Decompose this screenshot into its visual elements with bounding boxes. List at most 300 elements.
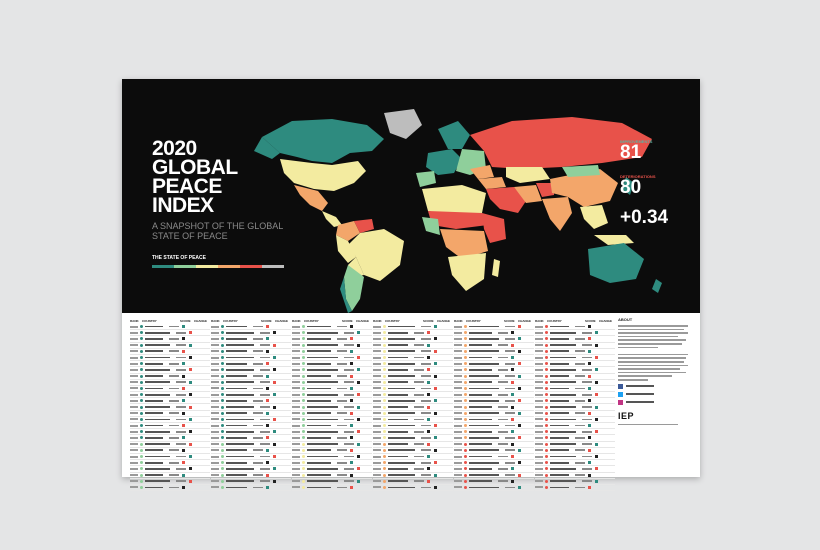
- country-cell: [469, 350, 499, 352]
- change-indicator: [266, 375, 269, 378]
- table-row: [211, 485, 291, 491]
- change-indicator: [266, 486, 269, 489]
- country-cell: [307, 394, 338, 396]
- peace-level-dot: [140, 424, 143, 427]
- score-cell: [344, 394, 354, 396]
- header-change: CHANGE: [599, 318, 613, 323]
- peace-level-dot: [545, 474, 548, 477]
- country-cell: [388, 369, 408, 371]
- peace-level-dot: [221, 406, 224, 409]
- rank-cell: [292, 418, 300, 420]
- country-cell: [469, 381, 492, 383]
- map-iberia: [416, 171, 436, 187]
- peace-level-dot: [545, 325, 548, 328]
- about-text-line: [618, 368, 680, 370]
- change-indicator: [518, 375, 521, 378]
- rank-cell: [130, 338, 138, 340]
- rank-cell: [535, 369, 543, 371]
- peace-level-dot: [383, 443, 386, 446]
- change-indicator: [189, 430, 192, 433]
- country-cell: [145, 419, 170, 421]
- rank-cell: [373, 363, 381, 365]
- score-cell: [582, 419, 592, 421]
- social-link[interactable]: [618, 392, 692, 397]
- change-indicator: [350, 387, 353, 390]
- legend-item: [218, 265, 240, 270]
- peace-level-dot: [221, 331, 224, 334]
- change-indicator: [182, 449, 185, 452]
- map-australia: [588, 243, 644, 283]
- rank-cell: [292, 462, 300, 464]
- map-southern-africa: [448, 253, 486, 291]
- header-change: CHANGE: [356, 318, 370, 323]
- change-indicator: [511, 331, 514, 334]
- about-text-line: [618, 329, 684, 331]
- peace-level-dot: [140, 443, 143, 446]
- stat-improvements-value: 81: [620, 142, 642, 163]
- peace-level-dot: [302, 325, 305, 328]
- country-cell: [469, 332, 492, 334]
- peace-level-dot: [545, 461, 548, 464]
- change-indicator: [434, 412, 437, 415]
- change-indicator: [511, 480, 514, 483]
- change-indicator: [427, 406, 430, 409]
- change-indicator: [595, 356, 598, 359]
- score-cell: [505, 350, 515, 352]
- rank-cell: [454, 418, 462, 420]
- peace-level-dot: [140, 406, 143, 409]
- rank-cell: [535, 474, 543, 476]
- rank-cell: [292, 406, 300, 408]
- country-cell: [307, 462, 331, 464]
- peace-level-dot: [545, 480, 548, 483]
- score-cell: [253, 437, 263, 439]
- peace-level-dot: [302, 399, 305, 402]
- peace-level-dot: [464, 474, 467, 477]
- rank-cell: [211, 381, 219, 383]
- social-links: [618, 384, 692, 405]
- ranking-column: [292, 317, 372, 491]
- change-indicator: [595, 393, 598, 396]
- country-cell: [388, 338, 415, 340]
- rank-cell: [454, 357, 462, 359]
- change-indicator: [427, 430, 430, 433]
- rank-cell: [292, 350, 300, 352]
- score-cell: [344, 468, 354, 470]
- stats-panel: [620, 139, 686, 239]
- rank-cell: [454, 486, 462, 488]
- country-cell: [550, 437, 569, 439]
- country-cell: [145, 363, 163, 365]
- change-indicator: [273, 368, 276, 371]
- about-text: [618, 325, 692, 381]
- country-cell: [388, 462, 415, 464]
- change-indicator: [427, 344, 430, 347]
- change-indicator: [350, 350, 353, 353]
- peace-level-dot: [464, 436, 467, 439]
- peace-level-dot: [383, 474, 386, 477]
- rank-cell: [373, 338, 381, 340]
- peace-level-dot: [221, 399, 224, 402]
- score-cell: [505, 388, 515, 390]
- country-cell: [226, 419, 254, 421]
- score-cell: [337, 338, 347, 340]
- rank-cell: [292, 431, 300, 433]
- country-cell: [469, 363, 499, 365]
- rank-cell: [454, 425, 462, 427]
- peace-level-dot: [221, 424, 224, 427]
- rank-cell: [292, 486, 300, 488]
- peace-level-dot: [383, 424, 386, 427]
- change-indicator: [357, 443, 360, 446]
- peace-level-dot: [302, 424, 305, 427]
- rank-cell: [211, 474, 219, 476]
- legend-item: [240, 265, 262, 270]
- social-link[interactable]: [618, 384, 692, 389]
- country-cell: [145, 332, 170, 334]
- peace-level-dot: [383, 449, 386, 452]
- change-indicator: [511, 455, 514, 458]
- country-cell: [469, 462, 499, 464]
- score-cell: [421, 326, 431, 328]
- change-indicator: [182, 399, 185, 402]
- change-indicator: [518, 424, 521, 427]
- score-cell: [498, 468, 508, 470]
- score-cell: [344, 357, 354, 359]
- country-cell: [226, 468, 254, 470]
- score-cell: [337, 487, 347, 489]
- change-indicator: [273, 393, 276, 396]
- change-indicator: [518, 474, 521, 477]
- header-change: CHANGE: [518, 318, 532, 323]
- change-indicator: [182, 424, 185, 427]
- score-cell: [414, 394, 424, 396]
- rank-cell: [373, 431, 381, 433]
- rank-cell: [211, 344, 219, 346]
- change-indicator: [518, 350, 521, 353]
- change-indicator: [357, 356, 360, 359]
- about-text-line: [618, 336, 678, 338]
- change-indicator: [273, 430, 276, 433]
- peace-level-dot: [140, 430, 143, 433]
- peace-level-dot: [221, 486, 224, 489]
- score-cell: [169, 437, 179, 439]
- score-cell: [169, 338, 179, 340]
- score-cell: [337, 363, 347, 365]
- change-indicator: [511, 418, 514, 421]
- peace-level-dot: [383, 467, 386, 470]
- legend-item: [262, 265, 284, 270]
- rank-cell: [454, 400, 462, 402]
- change-indicator: [511, 430, 514, 433]
- country-cell: [550, 363, 569, 365]
- rank-cell: [130, 363, 138, 365]
- legend-swatch: [196, 265, 218, 268]
- change-indicator: [266, 461, 269, 464]
- change-indicator: [350, 337, 353, 340]
- country-cell: [226, 425, 247, 427]
- score-cell: [498, 369, 508, 371]
- country-cell: [550, 425, 569, 427]
- change-indicator: [588, 449, 591, 452]
- country-cell: [469, 400, 499, 402]
- country-cell: [307, 332, 338, 334]
- score-cell: [421, 412, 431, 414]
- score-cell: [421, 350, 431, 352]
- country-cell: [550, 474, 569, 476]
- header-score: SCORE: [261, 318, 272, 323]
- country-cell: [226, 338, 247, 340]
- rank-cell: [130, 437, 138, 439]
- peace-level-dot: [464, 480, 467, 483]
- country-cell: [469, 344, 492, 346]
- legend-swatch: [174, 265, 196, 268]
- change-indicator: [350, 375, 353, 378]
- rank-cell: [454, 462, 462, 464]
- score-cell: [337, 400, 347, 402]
- change-indicator: [434, 436, 437, 439]
- header-country: COUNTRY: [547, 318, 562, 323]
- peace-level-dot: [140, 455, 143, 458]
- header-country: COUNTRY: [466, 318, 481, 323]
- country-cell: [469, 326, 499, 328]
- rank-cell: [454, 456, 462, 458]
- country-cell: [226, 369, 254, 371]
- score-cell: [505, 326, 515, 328]
- rank-cell: [373, 381, 381, 383]
- country-cell: [307, 350, 331, 352]
- rank-cell: [373, 468, 381, 470]
- country-cell: [388, 487, 415, 489]
- rank-cell: [211, 406, 219, 408]
- about-text-line: [618, 361, 684, 363]
- country-cell: [145, 338, 163, 340]
- change-indicator: [588, 461, 591, 464]
- change-indicator: [357, 344, 360, 347]
- score-cell: [253, 474, 263, 476]
- rank-cell: [535, 425, 543, 427]
- country-cell: [388, 437, 415, 439]
- header-score: SCORE: [423, 318, 434, 323]
- score-cell: [582, 480, 592, 482]
- score-cell: [337, 412, 347, 414]
- country-cell: [469, 474, 499, 476]
- score-cell: [582, 332, 592, 334]
- country-cell: [388, 375, 415, 377]
- stat-improvements: [620, 139, 686, 166]
- change-indicator: [182, 486, 185, 489]
- peace-level-dot: [140, 375, 143, 378]
- peace-level-dot: [221, 430, 224, 433]
- header-country: COUNTRY: [385, 318, 400, 323]
- country-cell: [145, 388, 163, 390]
- country-cell: [307, 474, 331, 476]
- score-cell: [344, 443, 354, 445]
- peace-level-dot: [545, 356, 548, 359]
- rank-cell: [454, 381, 462, 383]
- peace-level-dot: [383, 393, 386, 396]
- rank-cell: [373, 400, 381, 402]
- rank-cell: [211, 332, 219, 334]
- rank-cell: [373, 474, 381, 476]
- map-scandinavia: [438, 121, 470, 149]
- peace-level-dot: [545, 406, 548, 409]
- score-cell: [344, 406, 354, 408]
- country-cell: [307, 480, 338, 482]
- country-cell: [226, 381, 254, 383]
- score-cell: [498, 443, 508, 445]
- change-indicator: [189, 393, 192, 396]
- change-indicator: [595, 418, 598, 421]
- score-cell: [253, 350, 263, 352]
- rank-cell: [211, 400, 219, 402]
- rank-cell: [130, 474, 138, 476]
- rank-cell: [130, 332, 138, 334]
- change-indicator: [427, 480, 430, 483]
- peace-level-dot: [383, 430, 386, 433]
- rank-cell: [211, 387, 219, 389]
- score-cell: [421, 388, 431, 390]
- rank-cell: [211, 418, 219, 420]
- peace-level-dot: [140, 362, 143, 365]
- title-line-index: INDEX: [152, 194, 214, 217]
- change-indicator: [427, 418, 430, 421]
- country-cell: [307, 468, 338, 470]
- peace-level-dot: [140, 393, 143, 396]
- legend-title: THE STATE OF PEACE: [152, 255, 206, 261]
- rank-cell: [535, 375, 543, 377]
- score-cell: [260, 357, 270, 359]
- country-cell: [145, 480, 170, 482]
- change-indicator: [511, 381, 514, 384]
- country-cell: [388, 394, 408, 396]
- change-indicator: [434, 337, 437, 340]
- rank-cell: [535, 431, 543, 433]
- score-cell: [169, 326, 179, 328]
- score-cell: [176, 406, 186, 408]
- change-indicator: [588, 337, 591, 340]
- about-text-line: [618, 325, 688, 327]
- score-cell: [421, 425, 431, 427]
- score-cell: [582, 456, 592, 458]
- country-cell: [469, 357, 492, 359]
- rank-cell: [454, 363, 462, 365]
- header-rank: RANK: [130, 318, 139, 323]
- score-cell: [498, 480, 508, 482]
- peace-level-dot: [221, 474, 224, 477]
- score-cell: [176, 468, 186, 470]
- country-cell: [226, 400, 247, 402]
- score-cell: [505, 363, 515, 365]
- change-indicator: [189, 368, 192, 371]
- peace-level-dot: [545, 375, 548, 378]
- rankings-table: [122, 317, 700, 477]
- change-indicator: [434, 387, 437, 390]
- score-cell: [176, 332, 186, 334]
- change-indicator: [434, 474, 437, 477]
- score-cell: [582, 468, 592, 470]
- title-line-peace: PEACE: [152, 175, 222, 198]
- country-cell: [145, 468, 170, 470]
- country-cell: [307, 406, 338, 408]
- change-indicator: [588, 424, 591, 427]
- rank-cell: [373, 375, 381, 377]
- country-cell: [145, 456, 170, 458]
- country-cell: [226, 487, 247, 489]
- country-cell: [145, 394, 170, 396]
- change-indicator: [189, 356, 192, 359]
- country-cell: [145, 326, 163, 328]
- score-cell: [582, 443, 592, 445]
- score-cell: [337, 425, 347, 427]
- change-indicator: [595, 480, 598, 483]
- rank-cell: [292, 381, 300, 383]
- stat-average-change-value: +0.34: [620, 207, 669, 228]
- score-cell: [421, 400, 431, 402]
- rank-cell: [373, 406, 381, 408]
- rank-cell: [211, 425, 219, 427]
- peace-level-dot: [140, 412, 143, 415]
- score-cell: [582, 369, 592, 371]
- country-cell: [388, 400, 415, 402]
- score-cell: [575, 375, 585, 377]
- rank-cell: [454, 468, 462, 470]
- rank-cell: [292, 326, 300, 328]
- country-cell: [307, 375, 331, 377]
- rank-cell: [454, 369, 462, 371]
- country-cell: [388, 419, 408, 421]
- rank-cell: [211, 363, 219, 365]
- legend-swatch: [240, 265, 262, 268]
- peace-level-dot: [221, 461, 224, 464]
- score-cell: [176, 357, 186, 359]
- change-indicator: [595, 467, 598, 470]
- rank-cell: [130, 443, 138, 445]
- country-cell: [469, 338, 499, 340]
- rank-cell: [535, 468, 543, 470]
- score-cell: [344, 480, 354, 482]
- score-cell: [575, 437, 585, 439]
- rank-cell: [130, 344, 138, 346]
- title-line-year: 2020: [152, 137, 197, 160]
- map-turkey: [478, 177, 506, 189]
- peace-level-dot: [464, 362, 467, 365]
- rank-cell: [292, 480, 300, 482]
- rank-cell: [535, 449, 543, 451]
- score-cell: [253, 400, 263, 402]
- peace-level-dot: [383, 387, 386, 390]
- header-change: CHANGE: [275, 318, 289, 323]
- rank-cell: [373, 486, 381, 488]
- social-handle: [626, 385, 654, 387]
- score-cell: [421, 487, 431, 489]
- social-link[interactable]: [618, 400, 692, 405]
- change-indicator: [357, 480, 360, 483]
- table-row: [373, 485, 453, 491]
- score-cell: [414, 456, 424, 458]
- peace-level-dot: [545, 362, 548, 365]
- country-cell: [469, 449, 499, 451]
- country-cell: [226, 375, 247, 377]
- iep-logo: IEP: [618, 410, 635, 421]
- country-cell: [226, 388, 247, 390]
- change-indicator: [588, 436, 591, 439]
- rank-cell: [211, 412, 219, 414]
- country-cell: [469, 487, 499, 489]
- change-indicator: [182, 474, 185, 477]
- peace-level-dot: [383, 375, 386, 378]
- rank-cell: [454, 394, 462, 396]
